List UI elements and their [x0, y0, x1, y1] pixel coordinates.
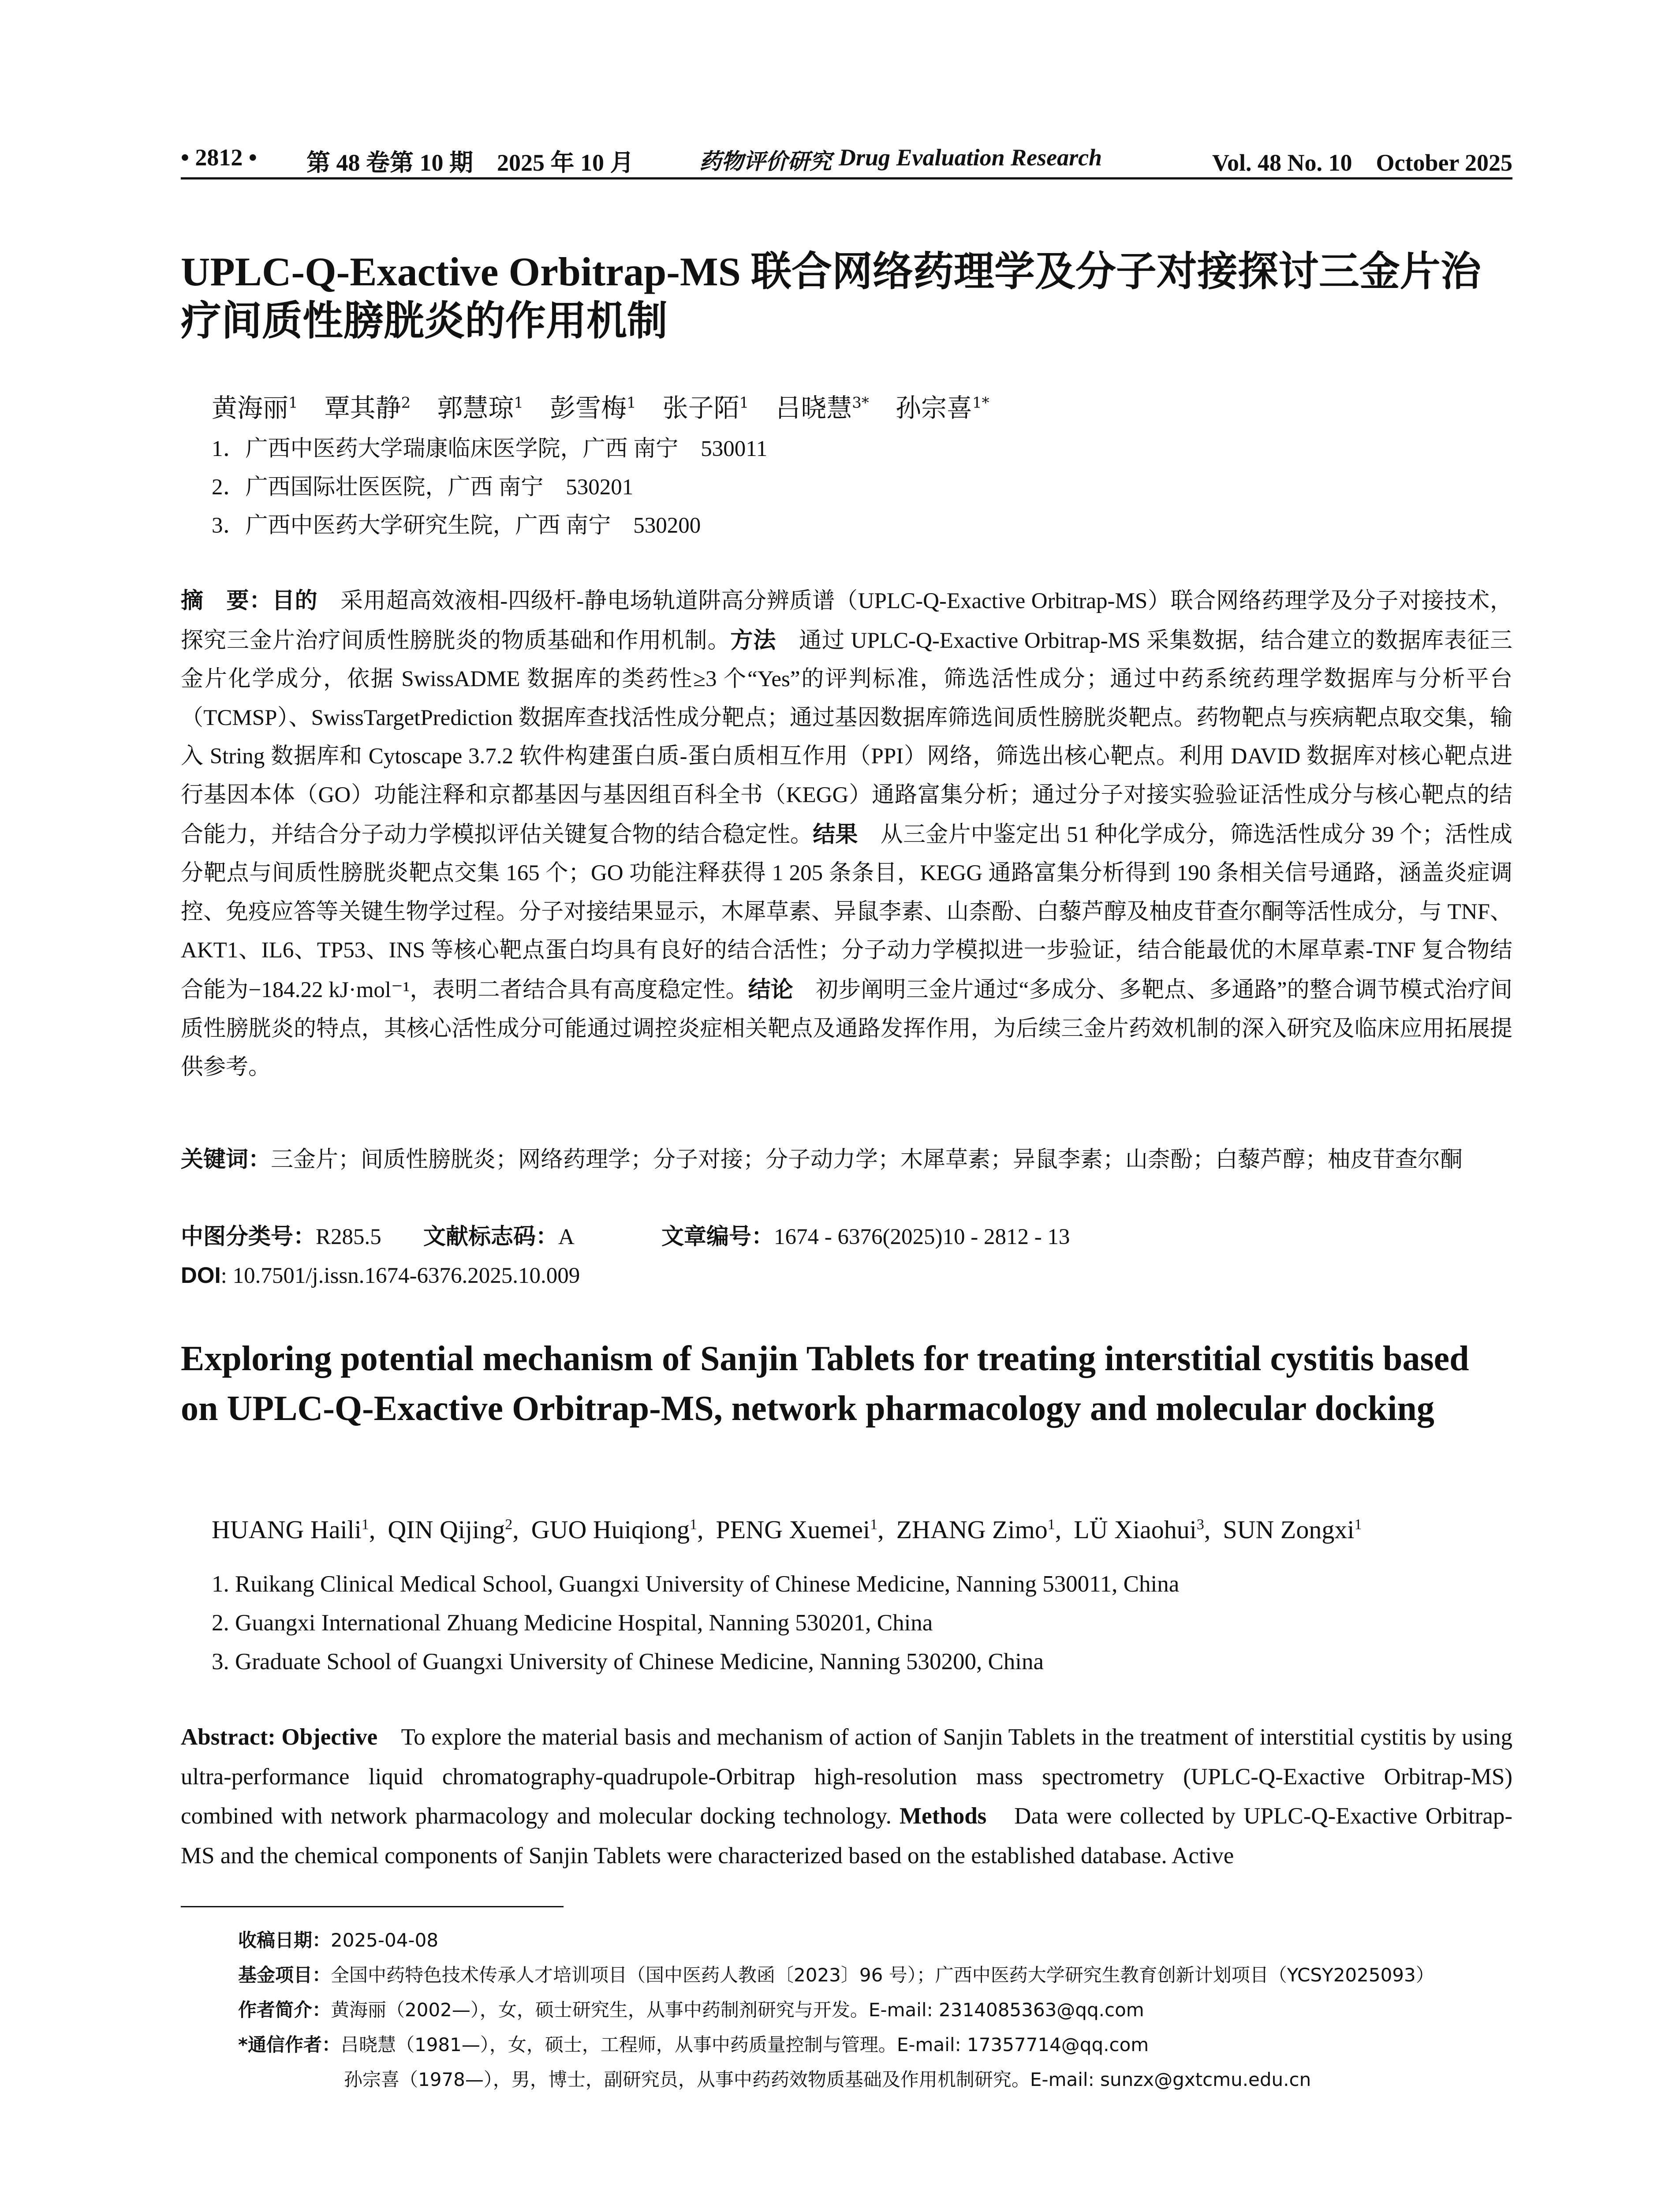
author-en: ZHANG Zimo$^1$,	[896, 1515, 1062, 1544]
volume-issue-en: Vol. 48 No. 10 October 2025	[1212, 149, 1512, 176]
received-date: 收稿日期：2025-04-08	[238, 1929, 439, 1951]
affiliation-en: 3. Graduate School of Guangxi University of Chinese Medicine, Nanning 530200, China	[212, 1649, 1044, 1674]
methods-label-en: Methods	[900, 1803, 987, 1829]
classification-line	[181, 1217, 1512, 1257]
objective-label-cn: 目的	[272, 588, 318, 613]
methods-text-cn: 通过 UPLC-Q-Exactive Orbitrap-MS 采集数据，结合建立的数据库表征三金片化学成分，依据 SwissADME 数据库的类药性≥3 个“Yes”的评判标准，筛选活性成分；通过中药系统药理学数据库与分析平台（TCMSP）、SwissTargetPrediction 数据库查找活性成分靶点；通过基因数据库筛选间质性膀胱炎靶点。药物靶点与疾病靶点取交集，输入 String 数据库和 Cytoscape 3.7.2 软件构建蛋白质-蛋白质相互作用（PPI）网络，筛选出核心靶点。利用 DAVID 数据库对核心靶点进行基因本体（GO）功能注释和京都基因与基因组百科全书（KEGG）通路富集分析；通过分子对接实验验证活性成分与核心靶点的结合能力，并结合分子动力学模拟评估关键复合物的结合稳定性。	[181, 628, 1512, 847]
doi-value: : 10.7501/j.issn.1674-6376.2025.10.009	[220, 1263, 580, 1288]
affiliation-en: 2. Guangxi International Zhuang Medicine Hospital, Nanning 530201, China	[212, 1610, 933, 1636]
author-cn: 吕晓慧$^{3*}$	[775, 393, 869, 423]
clc-label: 中图分类号：	[181, 1224, 316, 1249]
author-cn: 张子陌$^1$	[662, 393, 749, 423]
abstract-cn	[181, 581, 1512, 1087]
affiliation-cn: 3．广西中医药大学研究生院，广西 南宁 530200	[212, 513, 701, 538]
author-en: SUN Zongxi$^1$	[1223, 1515, 1362, 1544]
author-cn: 黄海丽$^1$	[212, 393, 298, 423]
journal-title-en: Drug Evaluation Research	[839, 144, 1102, 171]
affiliation-en: 1. Ruikang Clinical Medical School, Guangxi University of Chinese Medicine, Nanning 530011, China	[212, 1571, 1180, 1597]
page-number: • 2812 •	[181, 144, 257, 171]
author-cn: 彭雪梅$^1$	[549, 393, 636, 423]
footnote-divider	[181, 1906, 564, 1907]
doc-code-label: 文献标志码：	[423, 1224, 559, 1249]
article-title-en: Exploring potential mechanism of Sanjin Tablets for treating interstitial cystitis based on UPLC-Q-Exactive Orbitrap-MS, network pharmacology and molecular docking	[181, 1339, 1469, 1428]
abstract-label-en: Abstract: Objective	[181, 1724, 378, 1750]
clc-value: R285.5	[316, 1225, 381, 1249]
keywords-cn	[181, 1140, 1512, 1180]
corresponding-author-1: *通信作者：吕晓慧（1981—），女，硕士，工程师，从事中药质量控制与管理。E-mail: 17357714@qq.com	[238, 2034, 1149, 2056]
affiliations-en	[212, 1565, 1179, 1681]
keywords-text-cn: 三金片；间质性膀胱炎；网络药理学；分子对接；分子动力学；木犀草素；异鼠李素；山柰酚；白藜芦醇；柚皮苷查尔酮	[271, 1147, 1463, 1172]
author-en: LÜ Xiaohui$^3$,	[1074, 1515, 1211, 1544]
abstract-en	[181, 1718, 1512, 1876]
article-title-cn: UPLC-Q-Exactive Orbitrap-MS 联合网络药理学及分子对接探讨三金片治疗间质性膀胱炎的作用机制	[181, 249, 1481, 344]
doi-line	[181, 1256, 1512, 1296]
corresponding-author-2: 孙宗喜（1978—），男，博士，副研究员，从事中药药效物质基础及作用机制研究。E-mail: sunzx@gxtcmu.edu.cn	[344, 2069, 1311, 2090]
volume-issue-cn: 第 48 卷第 10 期 2025 年 10 月	[306, 149, 634, 176]
results-label-cn: 结果	[813, 821, 858, 847]
first-author-bio: 作者简介：黄海丽（2002—），女，硕士研究生，从事中药制剂研究与开发。E-mail: 2314085363@qq.com	[238, 1999, 1144, 2021]
journal-logo-cn: 药物评价研究	[699, 148, 832, 174]
affiliation-cn: 1．广西中医药大学瑞康临床医学院，广西 南宁 530011	[212, 437, 768, 461]
footnotes	[238, 1923, 1434, 2097]
affiliation-cn: 2．广西国际壮医医院，广西 南宁 530201	[212, 475, 634, 500]
objective-text-cn: 采用超高效液相-四级杆-静电场轨道阱高分辨质谱（UPLC-Q-Exactive Orbitrap-MS）联合网络药理学及分子对接技术，探究三金片治疗间质性膀胱炎的物质基础和作用机制。	[181, 589, 1512, 653]
abstract-label-cn: 摘 要：	[181, 588, 272, 613]
results-text-cn: 从三金片中鉴定出 51 种化学成分，筛选活性成分 39 个；活性成分靶点与间质性膀胱炎靶点交集 165 个；GO 功能注释获得 1 205 条条目，KEGG 通路富集分析得到 190 条相关信号通路，涵盖炎症调控、免疫应答等关键生物学过程。分子对接结果显示，木犀草素、异鼠李素、山柰酚、白藜芦醇及柚皮苷查尔酮等活性成分，与 TNF、AKT1、IL6、TP53、INS 等核心靶点蛋白均具有良好的结合活性；分子动力学模拟进一步验证，结合能最优的木犀草素-TNF 复合物结合能为−184.22 kJ·mol⁻¹，表明二者结合具有高度稳定性。	[181, 822, 1512, 1002]
author-cn: 郭慧琼$^1$	[437, 393, 523, 423]
running-header	[181, 142, 1512, 179]
methods-text-en: Data were collected by UPLC-Q-Exactive Orbitrap-MS and the chemical components of Sanjin Tablets were characterized based on the established database. Active	[181, 1803, 1513, 1869]
author-en: QIN Qijing$^2$,	[388, 1515, 519, 1544]
affiliations-cn	[212, 430, 767, 545]
objective-text-en: To explore the material basis and mechanism of action of Sanjin Tablets in the treatment of interstitial cystitis by using ultra-performance liquid chromatography-quadrupole-Orbitrap high-resolution mass spectrometry (UPLC-Q-Exactive Orbitrap-MS) combined with network pharmacology and molecular docking technology.	[181, 1724, 1512, 1829]
funding: 基金项目：全国中药特色技术传承人才培训项目（国中医药人教函〔2023〕96 号）；广西中医药大学研究生教育创新计划项目（YCSY2025093）	[238, 1964, 1434, 1986]
keywords-label-cn: 关键词：	[181, 1147, 271, 1172]
article-number-label: 文章编号：	[661, 1224, 774, 1249]
author-en: GUO Huiqiong$^1$,	[531, 1515, 704, 1544]
author-list-en	[212, 1515, 1362, 1544]
author-cn: 孙宗喜$^{1*}$	[895, 393, 989, 423]
methods-label-cn: 方法	[730, 627, 777, 653]
author-en: HUANG Haili$^1$,	[212, 1515, 376, 1544]
author-list-cn	[212, 387, 989, 424]
author-cn: 覃其静$^2$	[324, 393, 411, 423]
doi-label: DOI	[181, 1263, 221, 1288]
doc-code-value: A	[558, 1225, 575, 1249]
conclusion-text-cn: 初步阐明三金片通过“多成分、多靶点、多通路”的整合调节模式治疗间质性膀胱炎的特点，其核心活性成分可能通过调控炎症相关靶点及通路发挥作用，为后续三金片药效机制的深入研究及临床应用拓展提供参考。	[181, 977, 1512, 1080]
author-en: PENG Xuemei$^1$,	[716, 1515, 884, 1544]
article-number-value: 1674 - 6376(2025)10 - 2812 - 13	[774, 1225, 1070, 1249]
conclusion-label-cn: 结论	[748, 976, 793, 1002]
